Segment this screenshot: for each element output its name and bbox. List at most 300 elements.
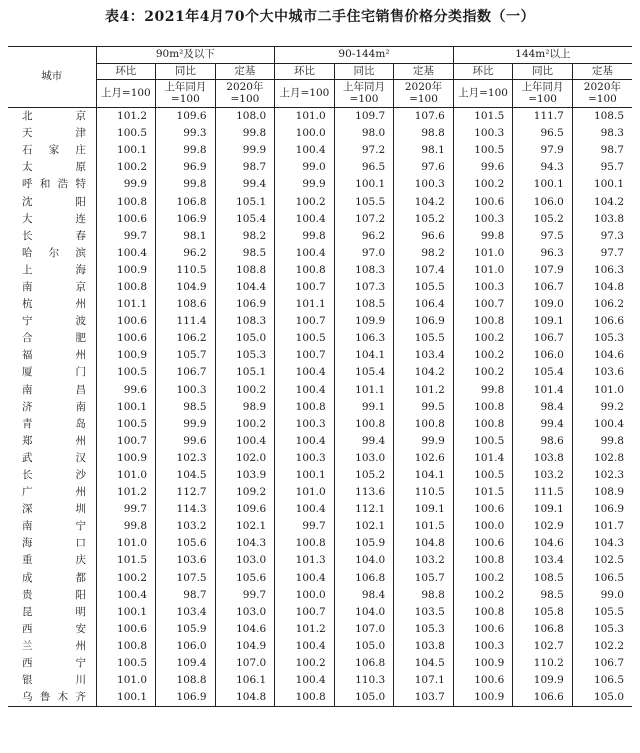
city-name: 海口 [22, 537, 86, 550]
value-cell: 100.2 [453, 570, 513, 587]
value-cell: 100.2 [453, 176, 513, 193]
value-cell: 103.6 [572, 364, 632, 381]
value-cell: 101.5 [453, 484, 513, 501]
value-cell: 101.5 [453, 108, 513, 126]
table-row [8, 228, 632, 245]
table-row [8, 279, 632, 296]
value-cell: 107.2 [334, 211, 394, 228]
city-cell [8, 193, 96, 210]
value-cell: 96.5 [334, 159, 394, 176]
value-cell: 105.0 [334, 689, 394, 707]
value-cell: 100.4 [572, 416, 632, 433]
value-cell: 108.0 [215, 108, 275, 126]
value-cell: 98.7 [215, 159, 275, 176]
city-cell [8, 159, 96, 176]
value-cell: 100.8 [453, 604, 513, 621]
value-cell: 100.3 [453, 279, 513, 296]
city-name: 呼和浩特 [22, 178, 86, 191]
value-cell: 100.3 [453, 211, 513, 228]
value-cell: 103.8 [394, 638, 454, 655]
value-cell: 103.2 [394, 552, 454, 569]
value-cell: 99.1 [334, 399, 394, 416]
value-cell: 100.4 [96, 245, 156, 262]
city-cell [8, 296, 96, 313]
value-cell: 105.9 [156, 621, 216, 638]
value-cell: 105.8 [513, 604, 573, 621]
value-cell: 100.8 [453, 313, 513, 330]
value-cell: 100.3 [453, 125, 513, 142]
city-name: 南京 [22, 280, 86, 293]
value-cell: 100.8 [394, 416, 454, 433]
city-name: 长春 [22, 229, 86, 242]
city-name: 青岛 [22, 417, 86, 430]
value-cell: 100.8 [275, 689, 335, 707]
table-body [8, 108, 632, 707]
value-cell: 101.1 [96, 296, 156, 313]
base-header-prev-month: 上月=100 [453, 80, 513, 108]
city-cell [8, 330, 96, 347]
value-cell: 100.1 [96, 689, 156, 707]
city-name: 长沙 [22, 469, 86, 482]
base-header-prev-year: 上年同月=100 [513, 80, 573, 108]
value-cell: 100.8 [453, 399, 513, 416]
value-cell: 104.9 [215, 638, 275, 655]
value-cell: 101.0 [453, 262, 513, 279]
value-cell: 103.8 [513, 450, 573, 467]
table-row [8, 262, 632, 279]
city-name: 济南 [22, 400, 86, 413]
value-cell: 99.7 [96, 228, 156, 245]
value-cell: 110.5 [156, 262, 216, 279]
value-cell: 109.2 [215, 484, 275, 501]
table-row [8, 467, 632, 484]
value-cell: 105.7 [156, 347, 216, 364]
value-cell: 104.0 [334, 604, 394, 621]
value-cell: 105.3 [572, 621, 632, 638]
sub-header-yoy: 同比 [513, 64, 573, 80]
value-cell: 105.2 [394, 211, 454, 228]
value-cell: 100.6 [96, 330, 156, 347]
table-row [8, 330, 632, 347]
value-cell: 108.8 [215, 262, 275, 279]
sub-header-fixed: 定基 [215, 64, 275, 80]
value-cell: 100.1 [96, 399, 156, 416]
value-cell: 105.5 [394, 330, 454, 347]
value-cell: 100.8 [275, 399, 335, 416]
value-cell: 99.8 [453, 382, 513, 399]
sub-header-mom: 环比 [453, 64, 513, 80]
value-cell: 110.3 [334, 672, 394, 689]
value-cell: 106.9 [572, 501, 632, 518]
city-name: 厦门 [22, 366, 86, 379]
table-row [8, 159, 632, 176]
city-name: 贵阳 [22, 588, 86, 601]
value-cell: 97.5 [513, 228, 573, 245]
value-cell: 105.6 [156, 535, 216, 552]
value-cell: 103.0 [215, 604, 275, 621]
value-cell: 100.1 [96, 142, 156, 159]
value-cell: 100.6 [453, 501, 513, 518]
table-row [8, 535, 632, 552]
value-cell: 99.0 [572, 587, 632, 604]
value-cell: 109.6 [215, 501, 275, 518]
table-row [8, 570, 632, 587]
value-cell: 100.5 [96, 364, 156, 381]
value-cell: 106.8 [334, 570, 394, 587]
city-cell [8, 518, 96, 535]
value-cell: 96.9 [156, 159, 216, 176]
value-cell: 104.3 [572, 535, 632, 552]
city-cell [8, 399, 96, 416]
value-cell: 100.2 [275, 193, 335, 210]
value-cell: 100.5 [453, 142, 513, 159]
table-row [8, 245, 632, 262]
value-cell: 103.4 [156, 604, 216, 621]
value-cell: 100.5 [453, 467, 513, 484]
value-cell: 102.1 [334, 518, 394, 535]
value-cell: 106.5 [572, 672, 632, 689]
value-cell: 100.5 [453, 433, 513, 450]
value-cell: 100.9 [453, 689, 513, 707]
value-cell: 106.5 [572, 570, 632, 587]
value-cell: 107.9 [513, 262, 573, 279]
value-cell: 104.1 [334, 347, 394, 364]
city-cell [8, 535, 96, 552]
value-cell: 98.3 [572, 125, 632, 142]
city-name: 上海 [22, 263, 86, 276]
value-cell: 106.9 [394, 313, 454, 330]
value-cell: 102.2 [572, 638, 632, 655]
value-cell: 100.3 [453, 638, 513, 655]
value-cell: 101.0 [275, 108, 335, 126]
value-cell: 100.9 [96, 347, 156, 364]
value-cell: 100.4 [215, 433, 275, 450]
value-cell: 100.4 [275, 638, 335, 655]
value-cell: 100.8 [334, 416, 394, 433]
value-cell: 99.2 [572, 399, 632, 416]
value-cell: 105.1 [215, 193, 275, 210]
city-cell [8, 382, 96, 399]
value-cell: 109.9 [334, 313, 394, 330]
value-cell: 104.5 [156, 467, 216, 484]
base-header-2020: 2020年=100 [394, 80, 454, 108]
city-name: 广州 [22, 486, 86, 499]
value-cell: 100.2 [453, 587, 513, 604]
city-name: 郑州 [22, 434, 86, 447]
value-cell: 98.5 [156, 399, 216, 416]
city-name: 石家庄 [22, 144, 86, 157]
value-cell: 103.4 [513, 552, 573, 569]
value-cell: 99.9 [215, 142, 275, 159]
value-cell: 96.2 [156, 245, 216, 262]
city-name: 乌鲁木齐 [22, 691, 86, 704]
value-cell: 100.3 [156, 382, 216, 399]
value-cell: 101.5 [394, 518, 454, 535]
value-cell: 100.2 [453, 347, 513, 364]
value-cell: 99.7 [96, 501, 156, 518]
value-cell: 104.2 [394, 193, 454, 210]
city-cell [8, 450, 96, 467]
value-cell: 103.2 [513, 467, 573, 484]
sub-header-mom: 环比 [275, 64, 335, 80]
value-cell: 103.0 [334, 450, 394, 467]
city-cell [8, 552, 96, 569]
table-row [8, 313, 632, 330]
value-cell: 105.5 [394, 279, 454, 296]
value-cell: 100.6 [453, 535, 513, 552]
value-cell: 100.2 [96, 570, 156, 587]
value-cell: 98.5 [513, 587, 573, 604]
value-cell: 106.2 [156, 330, 216, 347]
value-cell: 102.9 [513, 518, 573, 535]
value-cell: 100.4 [275, 382, 335, 399]
value-cell: 106.2 [572, 296, 632, 313]
value-cell: 99.8 [275, 228, 335, 245]
city-name: 西安 [22, 622, 86, 635]
value-cell: 100.1 [513, 176, 573, 193]
city-name: 南宁 [22, 520, 86, 533]
city-name: 银川 [22, 674, 86, 687]
value-cell: 98.1 [156, 228, 216, 245]
value-cell: 99.0 [275, 159, 335, 176]
sub-header-yoy: 同比 [334, 64, 394, 80]
value-cell: 106.6 [513, 689, 573, 707]
value-cell: 106.8 [334, 655, 394, 672]
base-header-2020: 2020年=100 [572, 80, 632, 108]
value-cell: 110.2 [513, 655, 573, 672]
value-cell: 100.2 [215, 382, 275, 399]
value-cell: 99.4 [334, 433, 394, 450]
value-cell: 100.6 [453, 672, 513, 689]
value-cell: 103.6 [156, 552, 216, 569]
value-cell: 99.9 [156, 416, 216, 433]
value-cell: 100.9 [96, 262, 156, 279]
value-cell: 103.5 [394, 604, 454, 621]
value-cell: 108.5 [572, 108, 632, 126]
value-cell: 103.7 [394, 689, 454, 707]
value-cell: 102.1 [215, 518, 275, 535]
city-cell [8, 176, 96, 193]
city-name: 南昌 [22, 383, 86, 396]
value-cell: 102.5 [572, 552, 632, 569]
value-cell: 97.9 [513, 142, 573, 159]
city-cell [8, 416, 96, 433]
value-cell: 99.5 [394, 399, 454, 416]
value-cell: 105.3 [572, 330, 632, 347]
value-cell: 106.3 [334, 330, 394, 347]
value-cell: 99.8 [572, 433, 632, 450]
value-cell: 100.1 [334, 176, 394, 193]
value-cell: 105.0 [334, 638, 394, 655]
value-cell: 100.6 [453, 193, 513, 210]
base-header-prev-month: 上月=100 [96, 80, 156, 108]
city-cell [8, 228, 96, 245]
value-cell: 100.3 [275, 416, 335, 433]
value-cell: 98.7 [156, 587, 216, 604]
value-cell: 100.7 [275, 313, 335, 330]
value-cell: 109.9 [513, 672, 573, 689]
value-cell: 106.0 [513, 193, 573, 210]
value-cell: 111.7 [513, 108, 573, 126]
city-cell [8, 279, 96, 296]
city-cell [8, 108, 96, 126]
value-cell: 101.4 [453, 450, 513, 467]
table-row [8, 450, 632, 467]
value-cell: 96.6 [394, 228, 454, 245]
city-name: 宁波 [22, 315, 86, 328]
value-cell: 101.2 [96, 108, 156, 126]
base-header-prev-year: 上年同月=100 [334, 80, 394, 108]
value-cell: 104.6 [215, 621, 275, 638]
value-cell: 98.1 [394, 142, 454, 159]
city-name: 深圳 [22, 503, 86, 516]
value-cell: 100.4 [275, 211, 335, 228]
value-cell: 101.0 [96, 535, 156, 552]
value-cell: 103.8 [572, 211, 632, 228]
value-cell: 108.3 [334, 262, 394, 279]
value-cell: 105.4 [215, 211, 275, 228]
city-cell [8, 689, 96, 707]
value-cell: 104.2 [394, 364, 454, 381]
table-row [8, 142, 632, 159]
value-cell: 108.5 [513, 570, 573, 587]
value-cell: 99.9 [275, 176, 335, 193]
value-cell: 99.8 [453, 228, 513, 245]
value-cell: 107.4 [394, 262, 454, 279]
city-name: 太原 [22, 161, 86, 174]
value-cell: 108.3 [215, 313, 275, 330]
value-cell: 105.2 [334, 467, 394, 484]
value-cell: 113.6 [334, 484, 394, 501]
table-row [8, 364, 632, 381]
table-row [8, 672, 632, 689]
table-row [8, 193, 632, 210]
value-cell: 111.5 [513, 484, 573, 501]
table-row [8, 125, 632, 142]
table-row [8, 176, 632, 193]
table-row [8, 296, 632, 313]
value-cell: 96.2 [334, 228, 394, 245]
value-cell: 100.5 [96, 125, 156, 142]
value-cell: 114.3 [156, 501, 216, 518]
group-header-large: 144m²以上 [453, 47, 632, 64]
value-cell: 100.2 [453, 330, 513, 347]
value-cell: 99.9 [394, 433, 454, 450]
city-cell [8, 467, 96, 484]
sub-header-fixed: 定基 [394, 64, 454, 80]
value-cell: 106.1 [215, 672, 275, 689]
value-cell: 109.4 [156, 655, 216, 672]
value-cell: 112.1 [334, 501, 394, 518]
value-cell: 100.6 [96, 211, 156, 228]
value-cell: 100.8 [96, 279, 156, 296]
value-cell: 107.0 [215, 655, 275, 672]
value-cell: 97.2 [334, 142, 394, 159]
value-cell: 105.2 [513, 211, 573, 228]
city-cell [8, 347, 96, 364]
value-cell: 100.7 [275, 604, 335, 621]
city-name: 重庆 [22, 554, 86, 567]
value-cell: 100.3 [394, 176, 454, 193]
city-name: 天津 [22, 127, 86, 140]
city-cell [8, 433, 96, 450]
value-cell: 101.1 [334, 382, 394, 399]
group-header-small: 90m²及以下 [96, 47, 275, 64]
table-row [8, 655, 632, 672]
value-cell: 100.2 [215, 416, 275, 433]
value-cell: 100.1 [96, 604, 156, 621]
value-cell: 103.4 [394, 347, 454, 364]
table-row [8, 689, 632, 707]
value-cell: 100.1 [572, 176, 632, 193]
value-cell: 100.4 [275, 501, 335, 518]
value-cell: 108.8 [156, 672, 216, 689]
base-header-prev-year: 上年同月=100 [156, 80, 216, 108]
value-cell: 99.8 [215, 125, 275, 142]
value-cell: 100.6 [453, 621, 513, 638]
value-cell: 100.8 [453, 416, 513, 433]
value-cell: 106.7 [513, 330, 573, 347]
value-cell: 102.0 [215, 450, 275, 467]
value-cell: 101.4 [513, 382, 573, 399]
value-cell: 99.8 [156, 176, 216, 193]
value-cell: 99.3 [156, 125, 216, 142]
city-name: 哈尔滨 [22, 246, 86, 259]
value-cell: 102.6 [394, 450, 454, 467]
value-cell: 104.6 [572, 347, 632, 364]
value-cell: 100.8 [275, 535, 335, 552]
value-cell: 99.8 [156, 142, 216, 159]
value-cell: 104.8 [394, 535, 454, 552]
value-cell: 103.2 [156, 518, 216, 535]
city-name: 西宁 [22, 657, 86, 670]
base-header-2020: 2020年=100 [215, 80, 275, 108]
value-cell: 94.3 [513, 159, 573, 176]
value-cell: 106.7 [513, 279, 573, 296]
value-cell: 99.4 [513, 416, 573, 433]
value-cell: 95.7 [572, 159, 632, 176]
value-cell: 100.0 [275, 125, 335, 142]
value-cell: 100.5 [275, 330, 335, 347]
value-cell: 101.3 [275, 552, 335, 569]
value-cell: 101.0 [96, 672, 156, 689]
sub-header-fixed: 定基 [572, 64, 632, 80]
city-cell [8, 364, 96, 381]
value-cell: 105.0 [215, 330, 275, 347]
table-row [8, 399, 632, 416]
value-cell: 104.0 [334, 552, 394, 569]
value-cell: 97.3 [572, 228, 632, 245]
value-cell: 100.6 [96, 621, 156, 638]
value-cell: 100.4 [275, 142, 335, 159]
value-cell: 106.9 [156, 211, 216, 228]
value-cell: 97.0 [334, 245, 394, 262]
value-cell: 100.7 [275, 347, 335, 364]
value-cell: 105.5 [334, 193, 394, 210]
city-name: 大连 [22, 212, 86, 225]
value-cell: 99.6 [96, 382, 156, 399]
table-row [8, 211, 632, 228]
value-cell: 104.3 [215, 535, 275, 552]
value-cell: 110.5 [394, 484, 454, 501]
value-cell: 107.3 [334, 279, 394, 296]
table-row [8, 484, 632, 501]
city-name: 昆明 [22, 605, 86, 618]
value-cell: 100.7 [96, 433, 156, 450]
value-cell: 103.9 [215, 467, 275, 484]
value-cell: 100.0 [275, 587, 335, 604]
value-cell: 109.6 [156, 108, 216, 126]
